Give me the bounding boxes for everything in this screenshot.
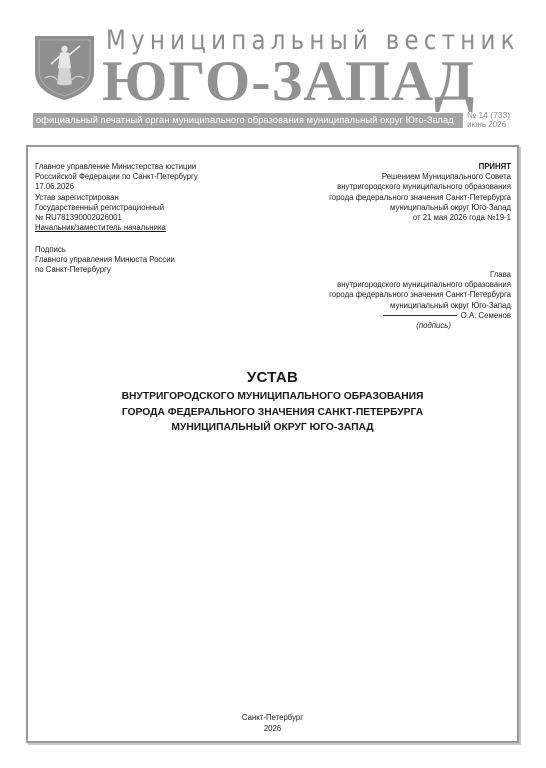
- document-frame: [26, 145, 519, 743]
- masthead-subtitle: официальный печатный орган муниципального образования муниципальный округ Юго-Запад: [33, 113, 463, 128]
- document-title-block: [26, 369, 519, 436]
- subtitle-line: ГОРОДА ФЕДЕРАЛЬНОГО ЗНАЧЕНИЯ САНКТ-ПЕТЕРБУРГА: [121, 406, 424, 418]
- head-line: города федерального значения Санкт-Петербурга: [329, 290, 511, 300]
- head-signature-row: [329, 311, 511, 321]
- signature-line: по Санкт-Петербургу: [35, 265, 111, 275]
- signature-underline: [383, 315, 457, 316]
- adoption-line: муниципальный округ Юго-Запад: [390, 202, 511, 212]
- registration-block: [35, 162, 198, 233]
- issue-number: № 14 (733): [467, 110, 511, 120]
- registration-date: 17.06.2026: [35, 182, 75, 192]
- issue-date: июнь 2026: [467, 120, 507, 129]
- registration-number: № RU781390002026001: [35, 213, 122, 223]
- registration-line: Устав зарегистрирован: [35, 192, 119, 202]
- registration-line: Главное управление Министерства юстиции: [35, 162, 197, 171]
- registration-line: Начальник/заместитель начальника: [35, 223, 166, 233]
- footer-city: Санкт-Петербург: [241, 713, 304, 722]
- adoption-date: от 21 мая 2026 года №19-1: [412, 213, 511, 223]
- head-signature-block: [329, 270, 511, 331]
- masthead: [0, 0, 546, 140]
- adoption-line: города федерального значения Санкт-Петербурга: [329, 192, 511, 202]
- head-name: О.А. Семенов: [460, 310, 511, 320]
- footer-year: 2026: [263, 724, 282, 733]
- signature-line: Главного управления Минюста России: [35, 255, 175, 265]
- document-footer: [26, 712, 519, 734]
- document-subtitle: [26, 389, 519, 436]
- head-line: муниципальный округ Юго-Запад: [390, 300, 511, 310]
- subtitle-line: МУНИЦИПАЛЬНЫЙ ОКРУГ ЮГО-ЗАПАД: [171, 422, 374, 433]
- head-line: Глава: [489, 270, 511, 279]
- adoption-line: Решением Муниципального Совета: [381, 172, 511, 182]
- adoption-heading: ПРИНЯТ: [478, 162, 511, 171]
- head-line: внутригородского муниципального образования: [337, 280, 511, 290]
- registration-line: Государственный регистрационный: [35, 202, 165, 212]
- adoption-line: внутригородского муниципального образования: [337, 182, 511, 192]
- subtitle-line: ВНУТРИГОРОДСКОГО МУНИЦИПАЛЬНОГО ОБРАЗОВАНИЯ: [121, 391, 424, 402]
- registration-signature-block: [35, 245, 175, 276]
- registration-line: Российской Федерации по Санкт-Петербургу: [35, 172, 198, 182]
- document-title: УСТАВ: [246, 369, 299, 386]
- masthead-top-title: Муниципальный вестник: [106, 26, 520, 56]
- issue-info: [467, 111, 515, 129]
- masthead-big-title: ЮГО-ЗАПАД: [102, 50, 476, 113]
- signature-line: Подпись: [35, 245, 66, 254]
- coat-of-arms-icon: [33, 34, 96, 101]
- adoption-block: [329, 162, 511, 223]
- signature-caption: (подпись): [416, 321, 451, 331]
